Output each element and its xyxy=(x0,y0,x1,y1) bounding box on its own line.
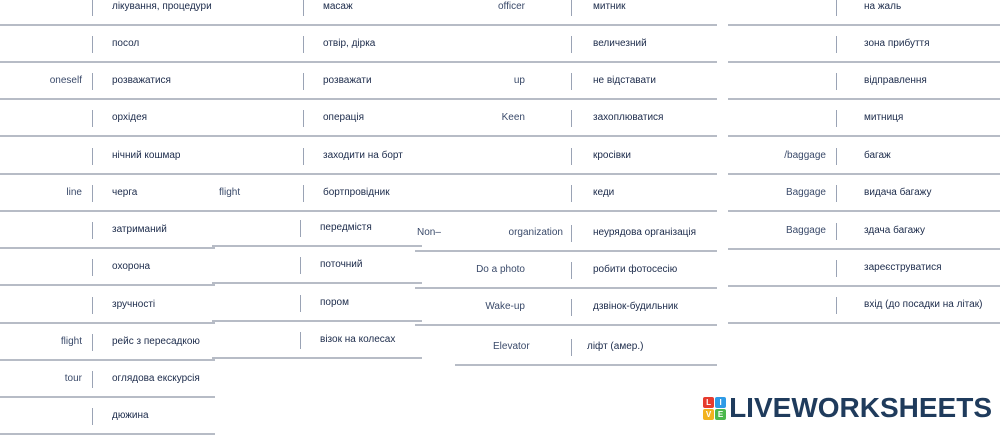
ukrainian-translation: нічний кошмар xyxy=(112,150,181,161)
row-underline xyxy=(728,173,1000,175)
ukrainian-translation: кросівки xyxy=(593,150,631,161)
ukrainian-translation: дюжина xyxy=(112,410,149,421)
row-underline xyxy=(728,98,1000,100)
ukrainian-translation: зареєструватися xyxy=(864,262,942,273)
vocab-row xyxy=(212,248,422,284)
live-logo-mark xyxy=(703,397,726,420)
english-term: flight xyxy=(219,187,241,198)
english-term: /baggage xyxy=(784,150,826,161)
column-separator xyxy=(571,0,572,16)
vocab-row xyxy=(728,27,1000,63)
column-separator xyxy=(571,339,572,356)
ukrainian-translation: поточний xyxy=(320,259,363,270)
ukrainian-translation: отвір, дірка xyxy=(323,38,376,49)
row-underline xyxy=(728,61,1000,63)
vocab-row xyxy=(0,64,215,100)
row-underline xyxy=(415,324,717,326)
ukrainian-translation: кеди xyxy=(593,187,615,198)
ukrainian-translation: затриманий xyxy=(112,224,167,235)
vocab-row xyxy=(0,399,215,435)
row-underline xyxy=(0,284,215,286)
column-separator xyxy=(571,299,572,316)
vocab-row xyxy=(415,64,717,100)
vocab-row xyxy=(415,0,717,26)
row-underline xyxy=(0,359,215,361)
vocab-row xyxy=(215,0,415,26)
logo-letter: V xyxy=(703,409,714,420)
row-underline xyxy=(215,173,415,175)
column-separator xyxy=(571,148,572,165)
column-separator xyxy=(92,148,93,165)
column-separator xyxy=(836,0,837,16)
ukrainian-translation: масаж xyxy=(323,1,353,12)
ukrainian-translation: здача багажу xyxy=(864,225,925,236)
column-separator xyxy=(92,36,93,53)
english-term: flight xyxy=(60,336,82,347)
vocab-row xyxy=(728,251,1000,287)
ukrainian-translation: неурядова організація xyxy=(593,227,697,238)
english-term: officer xyxy=(497,1,525,12)
ukrainian-translation: видача багажу xyxy=(864,187,932,198)
row-underline xyxy=(212,282,422,284)
ukrainian-translation: передмістя xyxy=(320,222,372,233)
row-underline xyxy=(415,287,717,289)
vocab-row xyxy=(215,176,415,212)
vocab-row xyxy=(0,101,215,137)
column-separator xyxy=(571,262,572,279)
column-separator xyxy=(836,223,837,240)
vocab-row xyxy=(728,214,1000,250)
vocab-row xyxy=(212,211,422,247)
row-underline xyxy=(212,357,422,359)
english-term: Baggage xyxy=(785,225,826,236)
ukrainian-translation: рейс з пересадкою xyxy=(112,336,200,347)
row-underline xyxy=(415,24,717,26)
ukrainian-translation: орхідея xyxy=(112,112,148,123)
ukrainian-translation: дзвінок-будильник xyxy=(593,301,678,312)
english-term: Non– xyxy=(417,227,441,238)
row-underline xyxy=(415,61,717,63)
vocab-row xyxy=(728,288,1000,324)
vocab-row xyxy=(415,176,717,212)
column-separator xyxy=(92,222,93,239)
vocab-row xyxy=(728,176,1000,212)
column-separator xyxy=(303,148,304,165)
column-separator xyxy=(571,225,572,242)
vocab-row xyxy=(415,253,717,289)
ukrainian-translation: черга xyxy=(112,187,138,198)
ukrainian-translation: розважатися xyxy=(112,75,171,86)
column-separator xyxy=(92,0,93,16)
row-underline xyxy=(728,135,1000,137)
ukrainian-translation: зона прибуття xyxy=(864,38,930,49)
row-underline xyxy=(728,248,1000,250)
ukrainian-translation: посол xyxy=(112,38,140,49)
english-term: Keen xyxy=(501,112,525,123)
ukrainian-translation: зручності xyxy=(112,299,156,310)
row-underline xyxy=(728,24,1000,26)
vocab-row xyxy=(415,101,717,137)
column-separator xyxy=(571,73,572,90)
column-separator xyxy=(92,334,93,351)
column-separator xyxy=(571,185,572,202)
vocab-row xyxy=(215,27,415,63)
ukrainian-translation: розважати xyxy=(323,75,372,86)
row-underline xyxy=(0,61,215,63)
vocab-row xyxy=(215,139,415,175)
ukrainian-translation: захоплюватися xyxy=(593,112,664,123)
logo-letter: E xyxy=(715,409,726,420)
row-underline xyxy=(215,61,415,63)
row-underline xyxy=(0,247,215,249)
vocab-row xyxy=(212,286,422,322)
column-separator xyxy=(836,297,837,314)
column-separator xyxy=(300,295,301,312)
column-separator xyxy=(303,73,304,90)
column-separator xyxy=(303,0,304,16)
column-separator xyxy=(92,259,93,276)
vocab-row xyxy=(0,362,215,398)
column-separator xyxy=(571,110,572,127)
ukrainian-translation: заходити на борт xyxy=(323,150,403,161)
ukrainian-translation: операція xyxy=(323,112,365,123)
vocab-row xyxy=(728,101,1000,137)
row-underline xyxy=(415,250,717,252)
ukrainian-translation: багаж xyxy=(864,150,891,161)
column-separator xyxy=(300,332,301,349)
logo-text: LIVEWORKSHEETS xyxy=(729,392,992,423)
row-underline xyxy=(455,364,717,366)
vocab-row xyxy=(212,323,422,359)
row-underline xyxy=(0,24,215,26)
ukrainian-translation: митник xyxy=(593,1,626,12)
ukrainian-translation: ліфт (амер.) xyxy=(587,341,644,352)
vocab-row xyxy=(0,0,215,26)
column-separator xyxy=(836,36,837,53)
ukrainian-translation: робити фотосесію xyxy=(593,264,678,275)
ukrainian-translation: не відставати xyxy=(593,75,656,86)
row-underline xyxy=(215,24,415,26)
vocab-row xyxy=(0,213,215,249)
vocab-row xyxy=(415,27,717,63)
column-separator xyxy=(92,73,93,90)
row-underline xyxy=(212,245,422,247)
row-underline xyxy=(728,285,1000,287)
ukrainian-translation: величезний xyxy=(593,38,647,49)
row-underline xyxy=(0,173,215,175)
row-underline xyxy=(0,135,215,137)
vocab-row xyxy=(415,216,717,252)
english-term: tour xyxy=(64,373,82,384)
column-separator xyxy=(92,185,93,202)
ukrainian-translation: відправлення xyxy=(864,75,927,86)
column-separator xyxy=(303,36,304,53)
logo-letter: I xyxy=(715,397,726,408)
row-underline xyxy=(212,320,422,322)
english-term: oneself xyxy=(49,75,82,86)
column-separator xyxy=(571,36,572,53)
english-term: line xyxy=(66,187,82,198)
column-separator xyxy=(303,110,304,127)
column-separator xyxy=(836,148,837,165)
row-underline xyxy=(415,98,717,100)
vocab-row xyxy=(728,0,1000,26)
row-underline xyxy=(728,210,1000,212)
row-underline xyxy=(728,322,1000,324)
vocab-row xyxy=(0,27,215,63)
ukrainian-translation: охорона xyxy=(112,261,151,272)
column-separator xyxy=(92,371,93,388)
vocab-row xyxy=(455,330,717,366)
row-underline xyxy=(0,98,215,100)
row-underline xyxy=(0,322,215,324)
ukrainian-translation: оглядова екскурсія xyxy=(112,373,200,384)
row-underline xyxy=(0,210,215,212)
ukrainian-translation: бортпровідник xyxy=(323,187,390,198)
vocab-row xyxy=(0,288,215,324)
ukrainian-translation: вхід (до посадки на літак) xyxy=(864,299,983,310)
ukrainian-translation: митниця xyxy=(864,112,904,123)
logo-letter: L xyxy=(703,397,714,408)
english-term: Baggage xyxy=(785,187,826,198)
row-underline xyxy=(415,135,717,137)
ukrainian-translation: пором xyxy=(320,297,349,308)
ukrainian-translation: на жаль xyxy=(864,1,902,12)
row-underline xyxy=(0,396,215,398)
ukrainian-translation: лікування, процедури xyxy=(112,1,212,12)
vocab-row xyxy=(415,290,717,326)
column-separator xyxy=(300,257,301,274)
vocab-row xyxy=(0,139,215,175)
english-term: up xyxy=(513,75,525,86)
vocab-row xyxy=(728,64,1000,100)
column-separator xyxy=(836,73,837,90)
vocab-row xyxy=(0,250,215,286)
row-underline xyxy=(415,173,717,175)
english-term: Do a photo xyxy=(476,264,525,275)
vocab-row xyxy=(728,139,1000,175)
row-underline xyxy=(215,98,415,100)
column-separator xyxy=(836,110,837,127)
liveworksheets-logo xyxy=(703,393,992,423)
row-underline xyxy=(215,135,415,137)
row-underline xyxy=(415,210,717,212)
english-term: Wake-up xyxy=(485,301,525,312)
vocab-row xyxy=(215,101,415,137)
vocab-row xyxy=(415,139,717,175)
column-separator xyxy=(300,220,301,237)
column-separator xyxy=(92,297,93,314)
vocab-row xyxy=(0,325,215,361)
english-term: Elevator xyxy=(493,341,530,352)
column-separator xyxy=(836,185,837,202)
vocab-row xyxy=(215,64,415,100)
column-separator xyxy=(92,110,93,127)
column-separator xyxy=(303,185,304,202)
ukrainian-translation: візок на колесах xyxy=(320,334,396,345)
english-term-part: organization xyxy=(508,227,563,238)
column-separator xyxy=(92,408,93,425)
vocab-row xyxy=(0,176,215,212)
column-separator xyxy=(836,260,837,277)
